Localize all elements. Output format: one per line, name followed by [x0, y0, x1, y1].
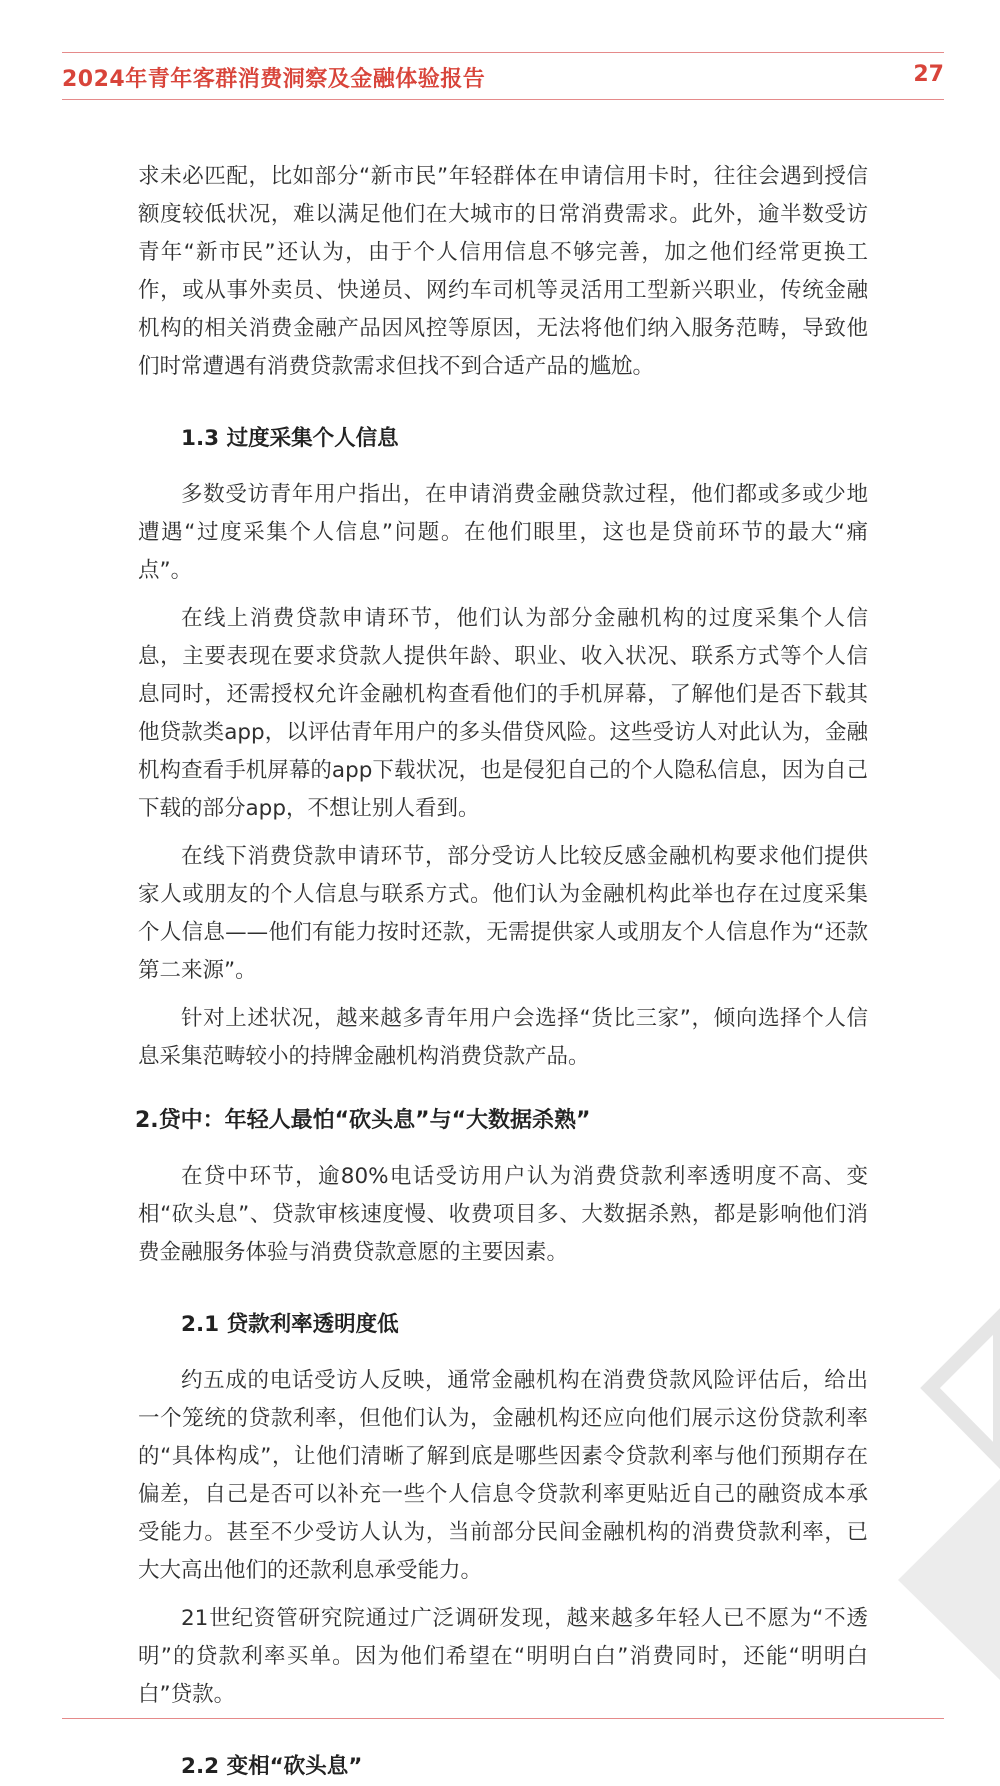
- section-heading-2: 2.贷中：年轻人最怕“砍头息”与“大数据杀熟”: [135, 1108, 591, 1133]
- page-number: 27: [913, 62, 944, 87]
- filled-triangle-shape: [898, 1479, 1000, 1680]
- paragraph: 在线下消费贷款申请环节，部分受访人比较反感金融机构要求他们提供家人或朋友的个人信息与联系方式。他们认为金融机构此举也存在过度采集个人信息——他们有能力按时还款，无需提供家人或朋友个人信息作为“还款第二来源”。: [138, 844, 868, 983]
- paragraph: 多数受访青年用户指出，在申请消费金融贷款过程，他们都或多或少地遭遇“过度采集个人信息”问题。在他们眼里，这也是贷前环节的最大“痛点”。: [138, 482, 868, 583]
- section-heading-2-1: 2.1 贷款利率透明度低: [181, 1312, 399, 1337]
- paragraph: 针对上述状况，越来越多青年用户会选择“货比三家”，倾向选择个人信息采集范畴较小的持牌金融机构消费贷款产品。: [138, 1006, 868, 1069]
- footer-rule: [62, 1718, 944, 1719]
- section-heading-2-2: 2.2 变相“砍头息”: [181, 1754, 363, 1779]
- paragraph: 约五成的电话受访人反映，通常金融机构在消费贷款风险评估后，给出一个笼统的贷款利率，但他们认为，金融机构还应向他们展示这份贷款利率的“具体构成”，让他们清晰了解到底是哪些因素令贷款利率与他们预期存在偏差，自己是否可以补充一些个人信息令贷款利率更贴近自己的融资成本承受能力。甚至不少受访人认为，当前部分民间金融机构的消费贷款利率，已大大高出他们的还款利息承受能力。: [138, 1368, 868, 1583]
- paragraph: 在线上消费贷款申请环节，他们认为部分金融机构的过度采集个人信息，主要表现在要求贷款人提供年龄、职业、收入状况、联系方式等个人信息同时，还需授权允许金融机构查看他们的手机屏幕，了解他们是否下载其他贷款类app，以评估青年用户的多头借贷风险。这些受访人对此认为，金融机构查看手机屏幕的app下载状况，也是侵犯自己的个人隐私信息，因为自己下载的部分app，不想让别人看到。: [138, 606, 868, 821]
- paragraph: 21世纪资管研究院通过广泛调研发现，越来越多年轻人已不愿为“不透明”的贷款利率买单。因为他们希望在“明明白白”消费同时，还能“明明白白”贷款。: [138, 1606, 868, 1707]
- paragraph: 在贷中环节，逾80%电话受访用户认为消费贷款利率透明度不高、变相“砍头息”、贷款审核速度慢、收费项目多、大数据杀熟，都是影响他们消费金融服务体验与消费贷款意愿的主要因素。: [138, 1164, 868, 1265]
- outline-diamond-shape: [930, 1318, 1000, 1459]
- section-heading-1-3: 1.3 过度采集个人信息: [181, 426, 399, 451]
- paragraph: 求未必匹配，比如部分“新市民”年轻群体在申请信用卡时，往往会遇到授信额度较低状况，难以满足他们在大城市的日常消费需求。此外，逾半数受访青年“新市民”还认为，由于个人信用信息不够完善，加之他们经常更换工作，或从事外卖员、快递员、网约车司机等灵活用工型新兴职业，传统金融机构的相关消费金融产品因风控等原因，无法将他们纳入服务范畴，导致他们时常遭遇有消费贷款需求但找不到合适产品的尴尬。: [138, 164, 868, 379]
- article-body: [135, 158, 868, 1786]
- header-top-rule: [62, 52, 944, 53]
- header-bottom-rule: [62, 99, 944, 100]
- report-title: 2024年青年客群消费洞察及金融体验报告: [62, 67, 486, 92]
